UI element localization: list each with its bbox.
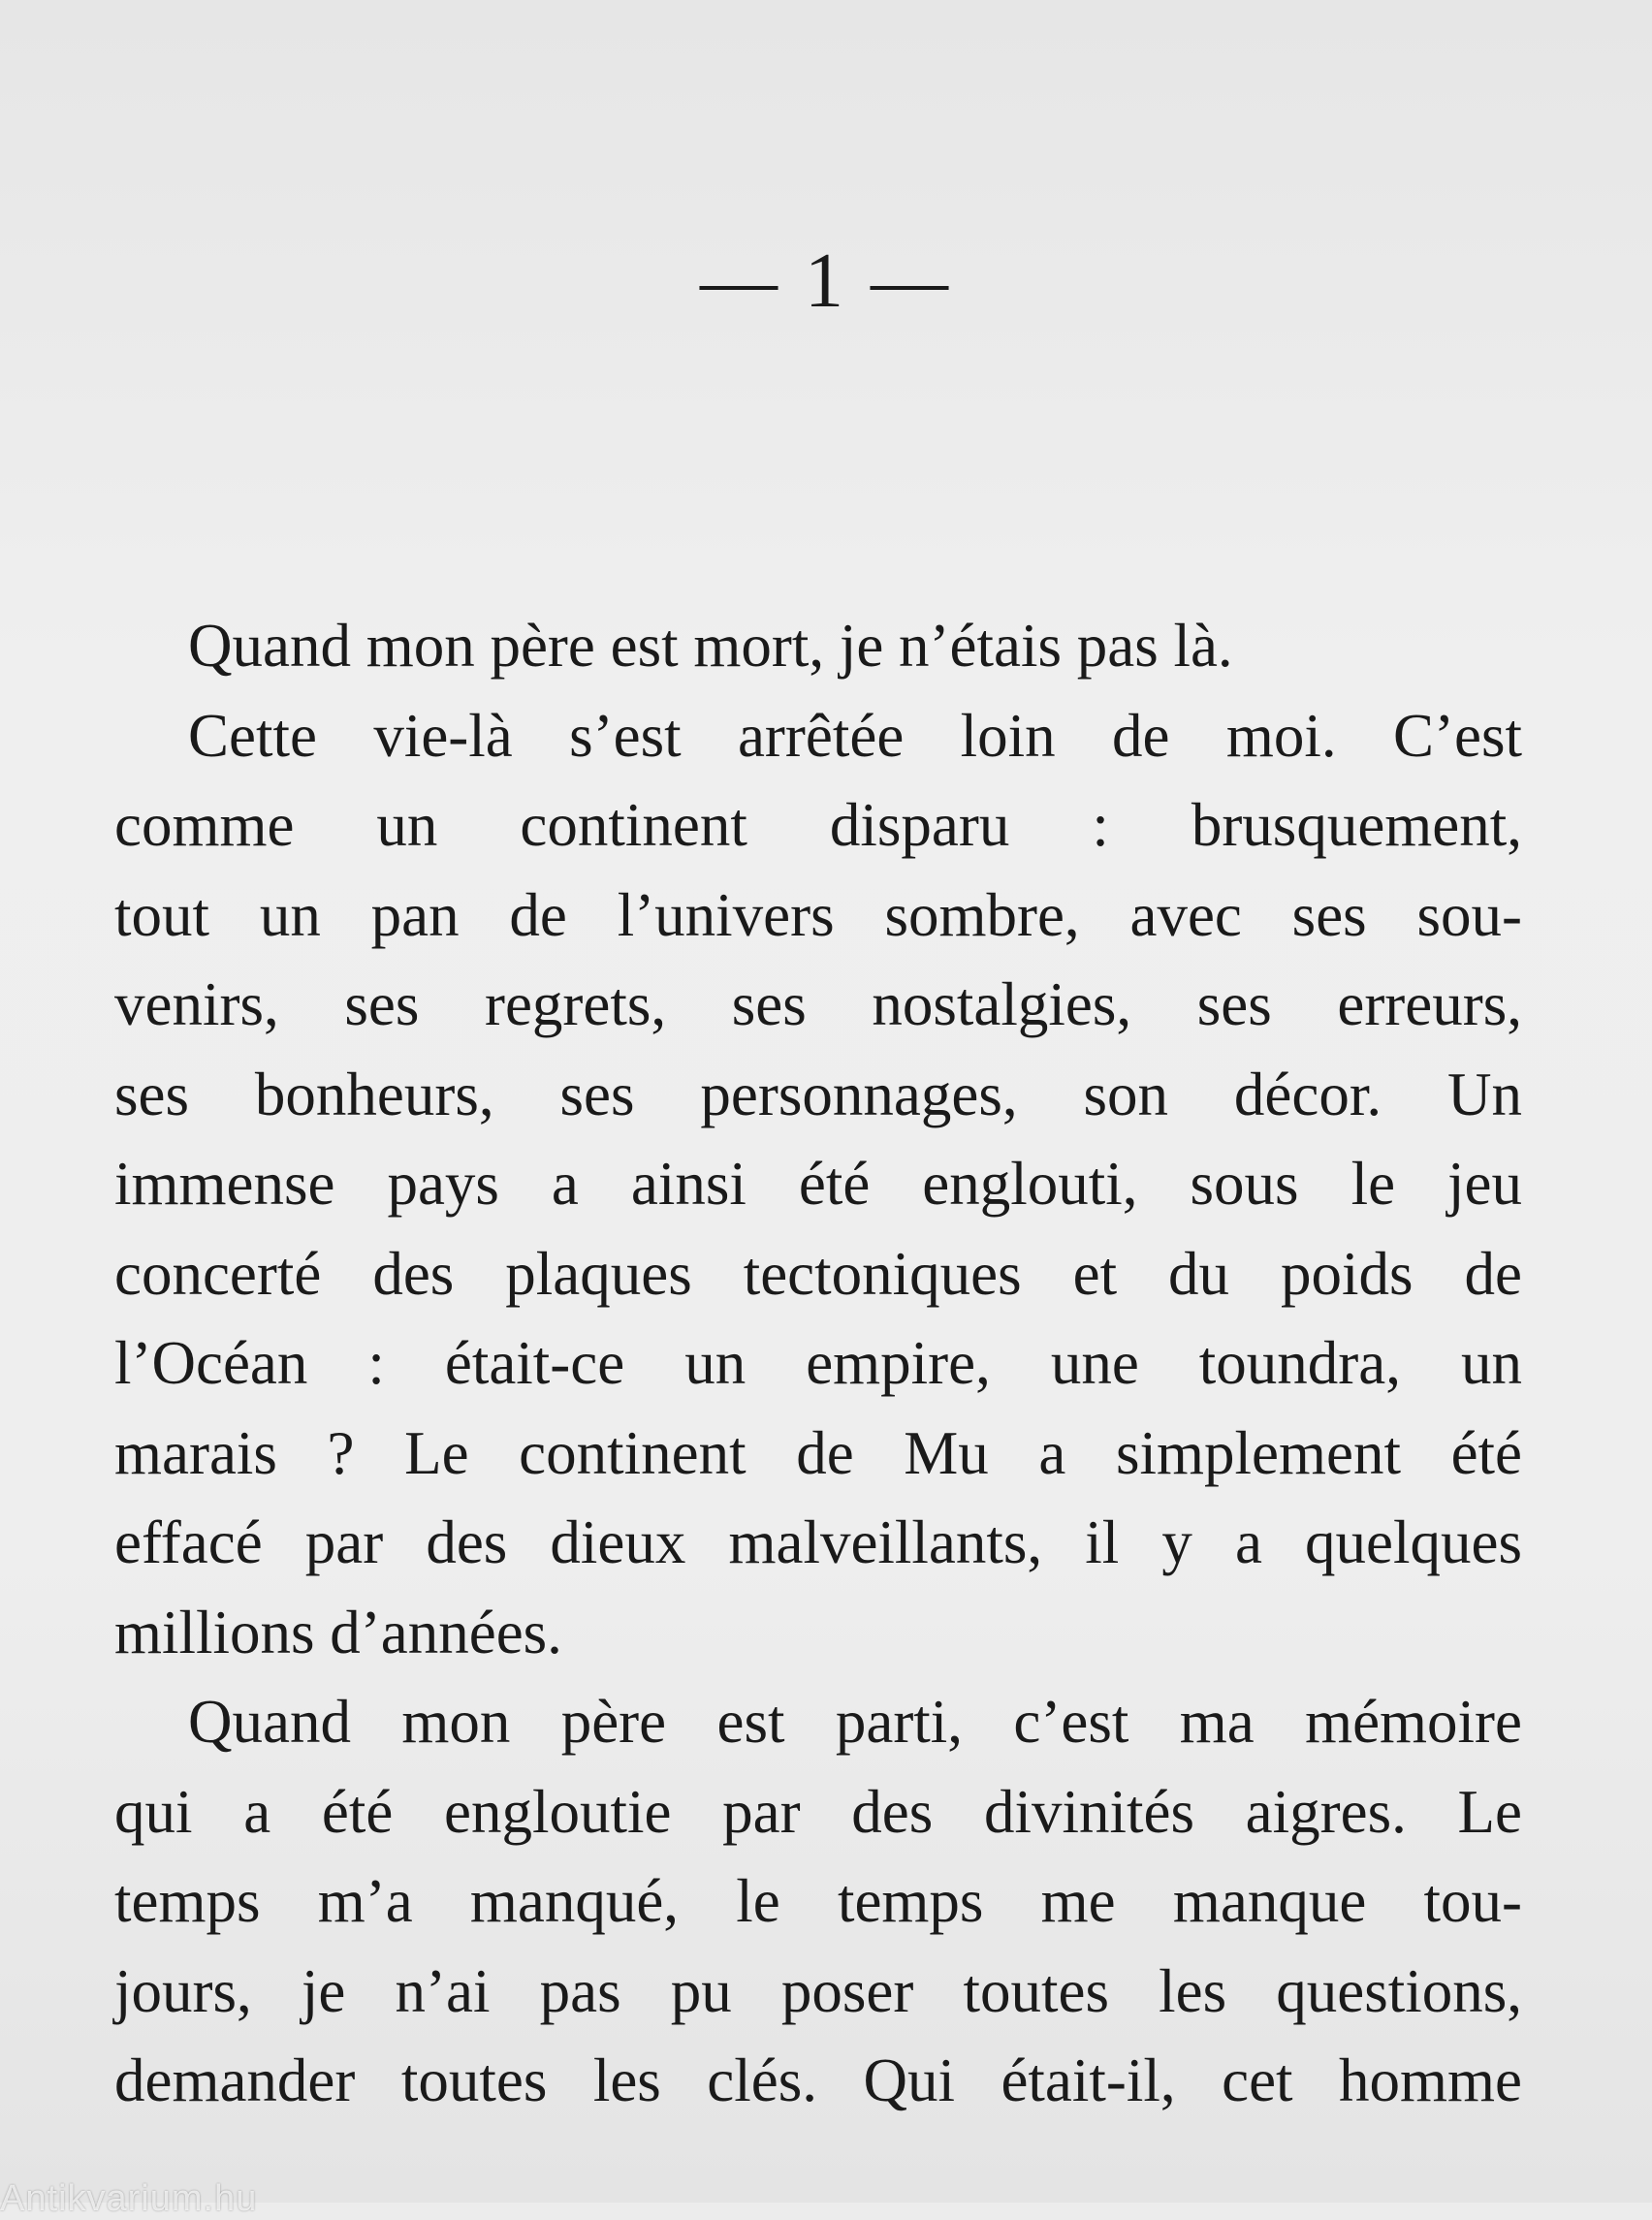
text-line: immense pays a ainsi été englouti, sous le jeu: [114, 1150, 1522, 1218]
text-line: marais ? Le continent de Mu a simplement été: [114, 1418, 1522, 1487]
text-line: ses bonheurs, ses personnages, son décor. Un: [114, 1060, 1522, 1128]
text-line: l’Océan : était-ce un empire, une toundra, un: [114, 1329, 1522, 1397]
watermark-logo: Antikvarium.hu: [0, 2178, 258, 2219]
body-text: [114, 601, 1522, 2126]
text-line: jours, je n’ai pas pu poser toutes les questions,: [114, 1956, 1522, 2025]
text-line: tout un pan de l’univers sombre, avec ses sou-: [114, 880, 1522, 949]
text-line: Quand mon père est mort, je n’étais pas là.: [188, 612, 1233, 680]
text-line: millions d’années.: [114, 1598, 562, 1666]
chapter-number: — 1 —: [700, 238, 952, 324]
text-line: Cette vie-là s’est arrêtée loin de moi. C’est: [188, 701, 1522, 770]
text-line: comme un continent disparu : brusquement,: [114, 791, 1522, 859]
text-line: effacé par des dieux malveillants, il y a quelques: [114, 1508, 1522, 1576]
text-line: concerté des plaques tectoniques et du poids de: [114, 1239, 1522, 1308]
text-line: venirs, ses regrets, ses nostalgies, ses erreurs,: [114, 970, 1522, 1038]
text-line: qui a été engloutie par des divinités aigres. Le: [114, 1777, 1522, 1846]
text-line: demander toutes les clés. Qui était-il, cet homme: [114, 2046, 1522, 2114]
text-line: temps m’a manqué, le temps me manque tou-: [114, 1867, 1522, 1935]
text-line: Quand mon père est parti, c’est ma mémoire: [188, 1688, 1522, 1756]
